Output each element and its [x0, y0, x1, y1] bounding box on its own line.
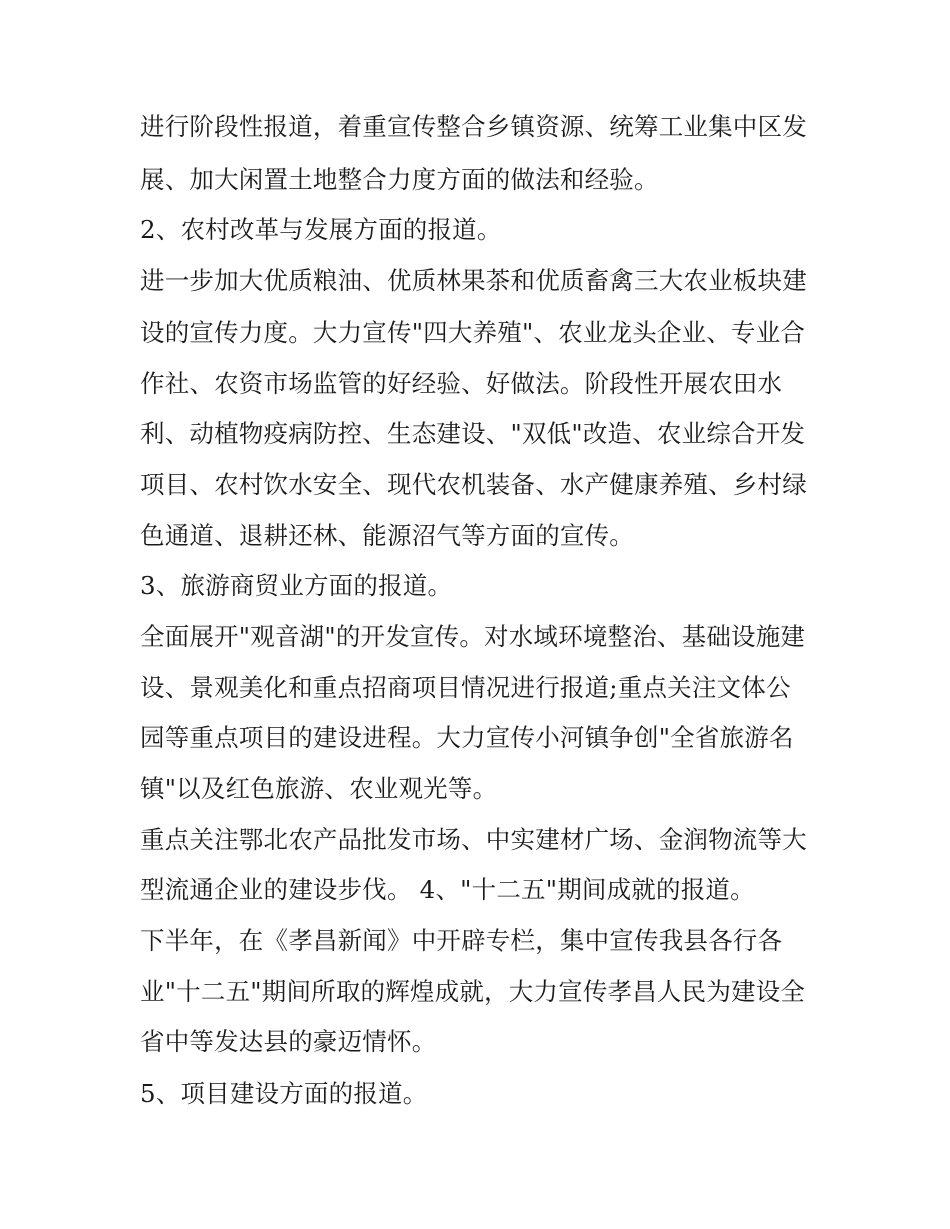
- text-line: 业"十二五"期间所取的辉煌成就，大力宣传孝昌人民为建设全: [140, 977, 806, 1006]
- text-line: 项目、农村饮水安全、现代农机装备、水产健康养殖、乡村绿: [140, 470, 807, 499]
- text-line: 型流通企业的建设步伐。 4、"十二五"期间成就的报道。: [140, 875, 755, 904]
- section-heading: 2、农村改革与发展方面的报道。: [140, 215, 502, 244]
- text-line: 展、加大闲置土地整合力度方面的做法和经验。: [140, 165, 659, 194]
- text-line: 进一步加大优质粮油、优质林果茶和优质畜禽三大农业板块建: [140, 266, 807, 295]
- text-line: 园等重点项目的建设进程。大力宣传小河镇争创"全省旅游名: [140, 723, 794, 752]
- text-line: 省中等发达县的豪迈情怀。: [140, 1027, 437, 1056]
- text-line: 重点关注鄂北农产品批发市场、中实建材广场、金润物流等大: [140, 825, 807, 854]
- section-heading: 3、旅游商贸业方面的报道。: [140, 571, 453, 600]
- text-line: 作社、农资市场监管的好经验、好做法。阶段性开展农田水: [140, 369, 783, 398]
- text-line: 镇"以及红色旅游、农业观光等。: [140, 774, 498, 803]
- text-line: 设的宣传力度。大力宣传"四大养殖"、农业龙头企业、专业合: [140, 318, 806, 347]
- text-line: 设、景观美化和重点招商项目情况进行报道;重点关注文体公: [140, 673, 791, 702]
- section-heading: 5、项目建设方面的报道。: [140, 1079, 428, 1108]
- text-line: 利、动植物疫病防控、生态建设、"双低"改造、农业综合开发: [140, 419, 806, 448]
- text-line: 色通道、退耕还林、能源沼气等方面的宣传。: [140, 521, 634, 550]
- text-line: 全面展开"观音湖"的开发宣传。对水域环境整治、基础设施建: [140, 622, 806, 651]
- text-line: 下半年，在《孝昌新闻》中开辟专栏，集中宣传我县各行各: [140, 926, 783, 955]
- text-line: 进行阶段性报道，着重宣传整合乡镇资源、统筹工业集中区发: [140, 112, 807, 141]
